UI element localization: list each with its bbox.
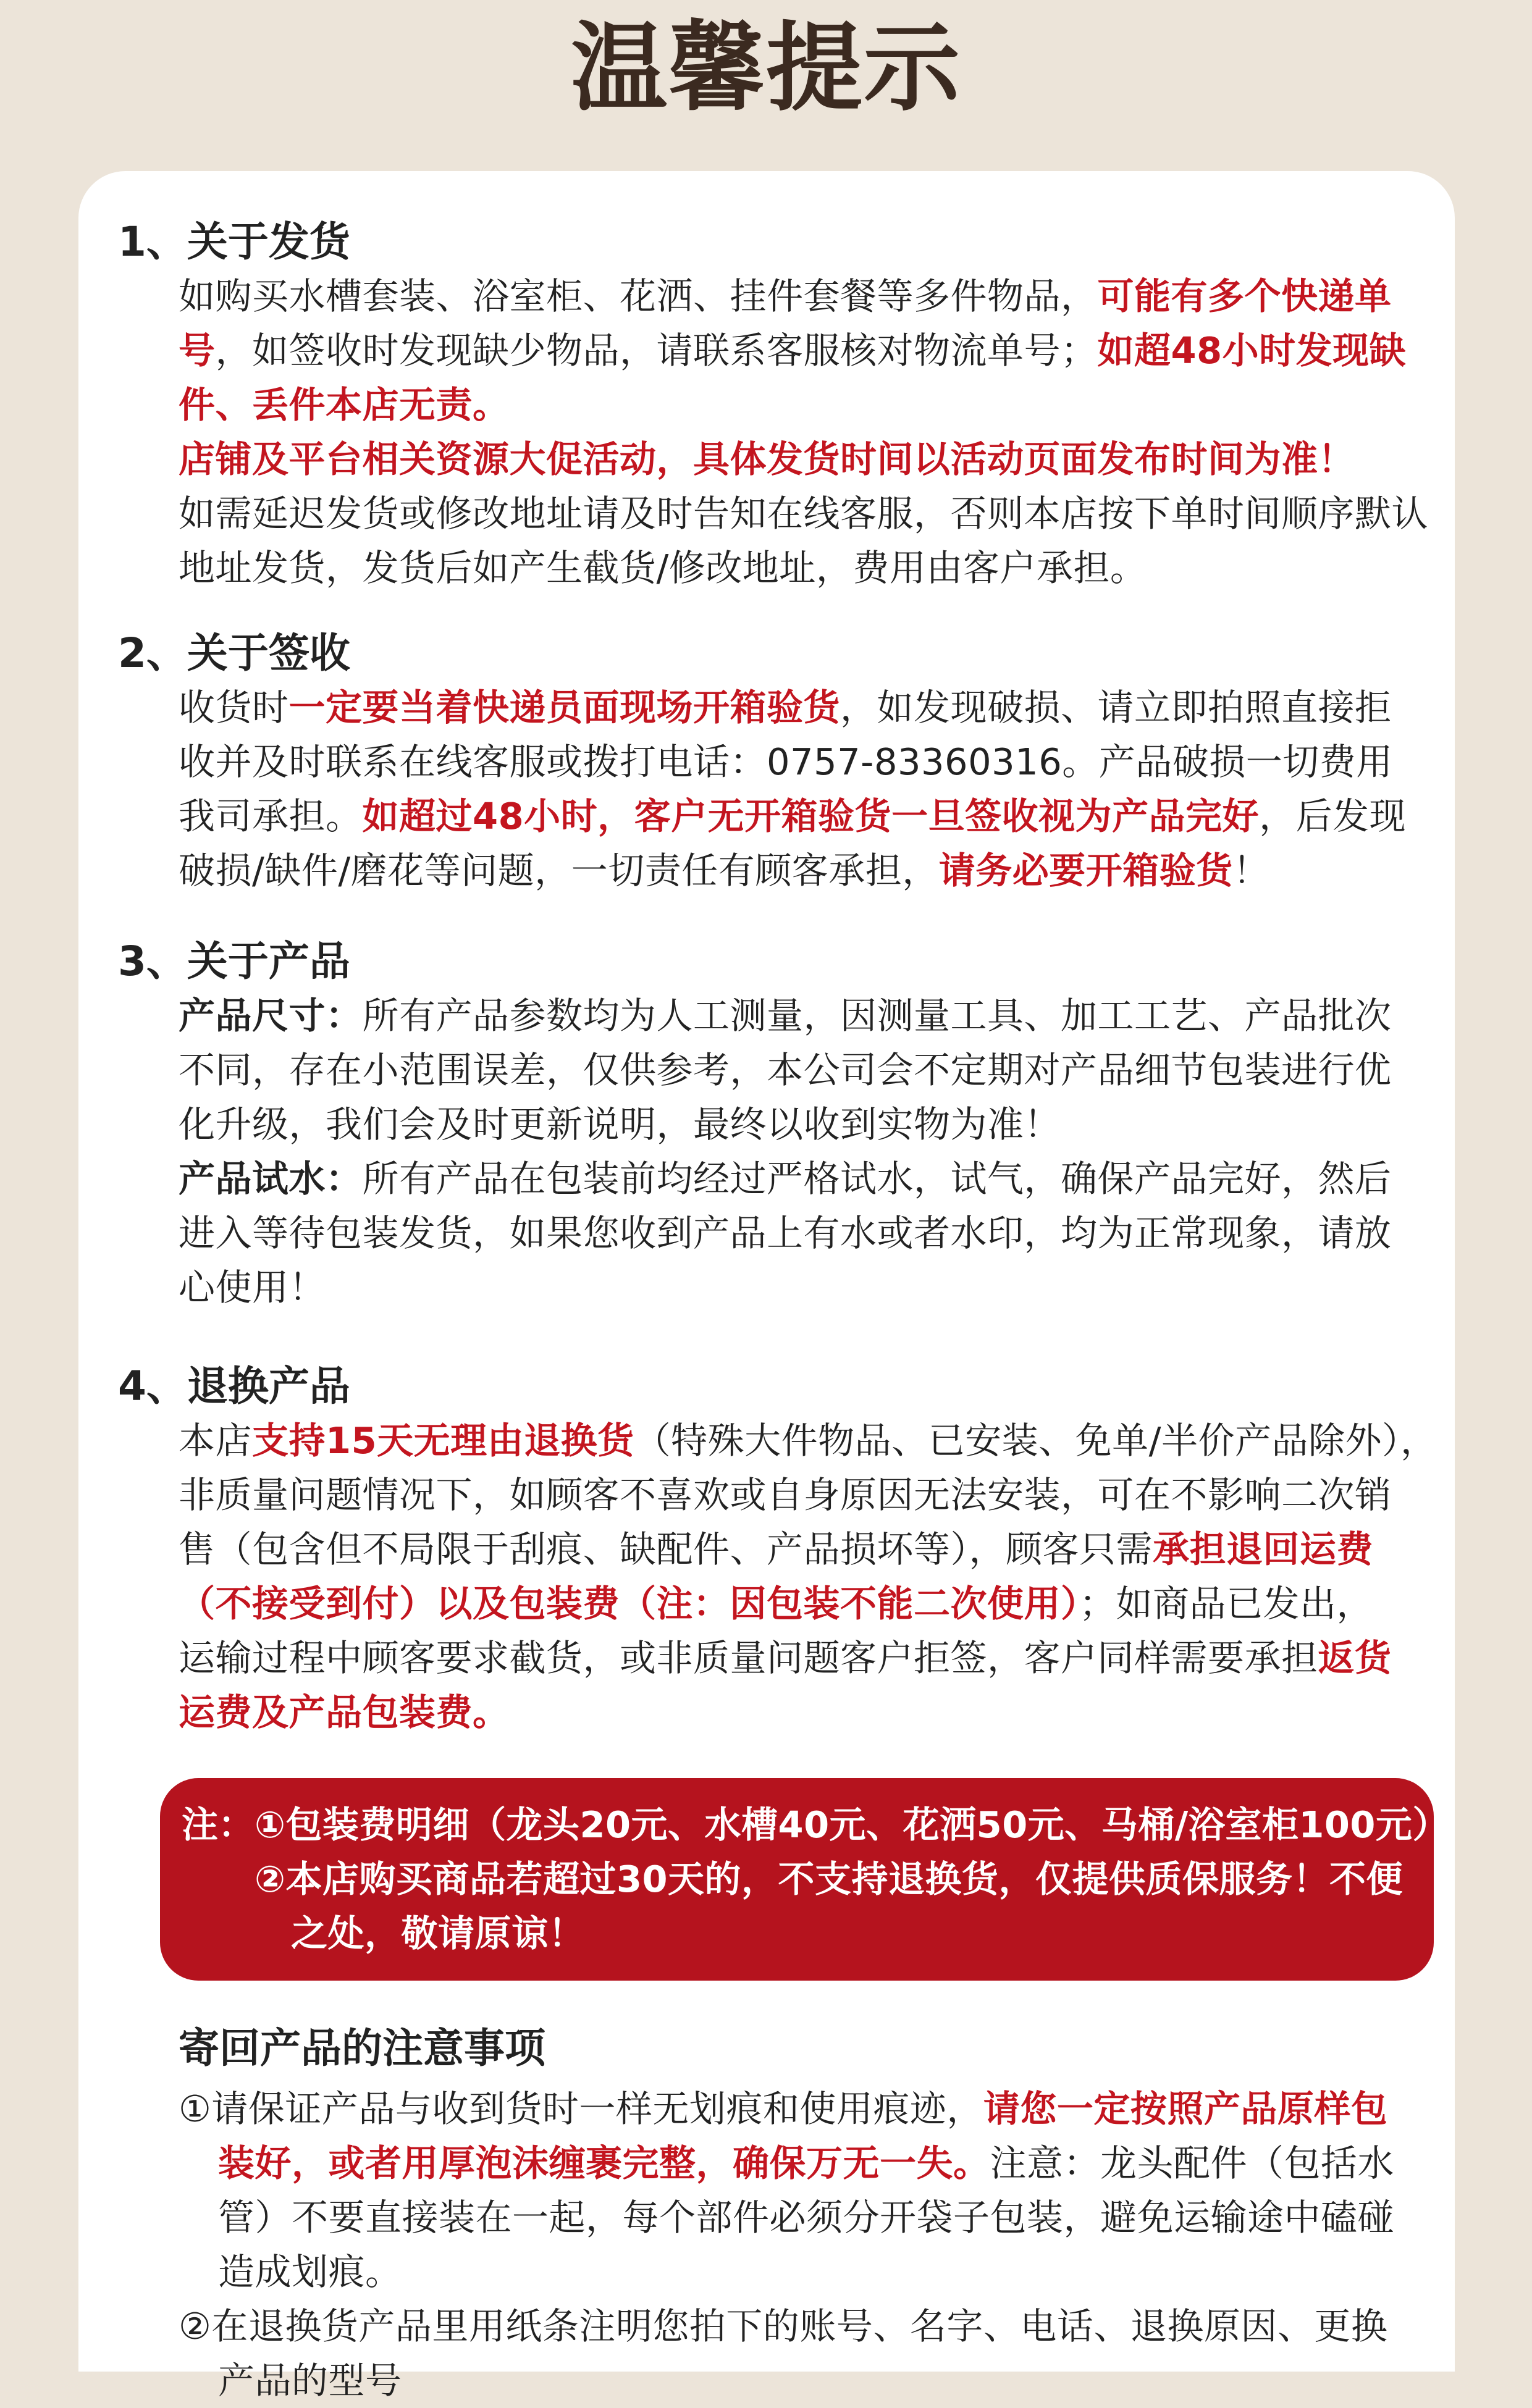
highlighted-text: 店铺及平台相关资源大促活动，具体发货时间以活动页面发布时间为准！ xyxy=(179,438,1355,480)
page-title: 温馨提示 xyxy=(571,12,961,124)
body-text: 本店 xyxy=(179,1419,253,1462)
body-text: ，后发现 xyxy=(1259,795,1407,837)
section-heading: 1、关于发货 xyxy=(118,218,350,266)
section-receipt xyxy=(118,626,1446,898)
bold-label-text: 产品试水： xyxy=(179,1157,363,1200)
body-text: 不同，存在小范围误差，仅供参考，本公司会不定期对产品细节包装进行优 xyxy=(179,1049,1392,1091)
body-text: 进入等待包装发货，如果您收到产品上有水或者水印，均为正常现象，请放 xyxy=(179,1212,1392,1254)
highlighted-text: 支持15天无理由退换货 xyxy=(252,1419,634,1462)
body-text: 我司承担。 xyxy=(179,795,363,837)
body-text: ；如商品已发出， xyxy=(1079,1582,1374,1625)
body-text: 如购买水槽套装、浴室柜、花洒、挂件套餐等多件物品， xyxy=(179,275,1098,317)
body-text: 售（包含但不局限于刮痕、缺配件、产品损坏等），顾客只需 xyxy=(179,1528,1153,1571)
body-text: ，如签收时发现缺少物品，请联系客服核对物流单号； xyxy=(215,329,1098,372)
body-text: 收并及时联系在线客服或拨打电话：0757-83360316。产品破损一切费用 xyxy=(179,740,1393,783)
section-heading: 4、退换产品 xyxy=(118,1362,350,1410)
body-text: 如需延迟发货或修改地址请及时告知在线客服，否则本店按下单时间顺序默认 xyxy=(179,492,1429,535)
text-line xyxy=(179,1522,1446,1577)
text-line xyxy=(179,735,1446,789)
text-line xyxy=(291,1907,1449,1961)
text-line xyxy=(179,269,1446,324)
highlighted-text: 如超过48小时，客户无开箱验货一旦签收视为产品完好 xyxy=(362,795,1260,837)
text-line xyxy=(179,1577,1446,1631)
highlighted-text: 件、丢件本店无责。 xyxy=(179,384,510,426)
text-line xyxy=(179,378,1446,432)
text-line xyxy=(179,1685,1446,1740)
text-line xyxy=(218,2354,1451,2408)
highlighted-text: 装好，或者用厚泡沫缠裹完整，确保万无一失。 xyxy=(218,2142,990,2184)
text-line xyxy=(218,2245,1451,2299)
body-text: 之处，敬请原谅！ xyxy=(291,1912,586,1955)
highlighted-text: 一定要当着快递员面现场开箱验货 xyxy=(288,686,841,729)
body-text: 地址发货，发货后如产生截货/修改地址，费用由客户承担。 xyxy=(179,547,1147,589)
content-card xyxy=(78,171,1455,2402)
text-line xyxy=(179,324,1446,378)
list-item xyxy=(255,1852,1449,1961)
body-text: ②本店购买商品若超过30天的，不支持退换货，仅提供质保服务！不便 xyxy=(255,1858,1404,1900)
text-line xyxy=(218,2191,1451,2245)
text-line xyxy=(179,1152,1446,1206)
body-text: （特殊大件物品、已安装、免单/半价产品除外）， xyxy=(634,1419,1437,1462)
body-text: 化升级，我们会及时更新说明，最终以收到实物为准！ xyxy=(179,1103,1061,1146)
body-text: 所有产品参数均为人工测量，因测量工具、加工工艺、产品批次 xyxy=(362,994,1392,1037)
section-heading: 2、关于签收 xyxy=(118,629,350,677)
body-text: 运输过程中顾客要求截货，或非质量问题客户拒签，客户同样需要承担 xyxy=(179,1637,1318,1679)
text-line xyxy=(179,432,1446,487)
text-line xyxy=(179,2299,1451,2354)
text-line xyxy=(179,1043,1446,1097)
section-body xyxy=(118,1414,1446,1740)
text-line xyxy=(179,541,1446,595)
section-heading: 3、关于产品 xyxy=(118,938,350,985)
body-text: ①包装费明细（龙头20元、水槽40元、花洒50元、马桶/浴室柜100元） xyxy=(255,1803,1449,1846)
highlighted-text: 承担退回运费 xyxy=(1153,1528,1374,1571)
text-line xyxy=(218,2136,1451,2191)
return-notes-heading: 寄回产品的注意事项 xyxy=(179,2024,545,2072)
text-line xyxy=(179,989,1446,1043)
text-line xyxy=(179,487,1446,541)
section-body xyxy=(118,269,1446,595)
text-line xyxy=(179,1097,1446,1152)
notice-label: 注： xyxy=(182,1803,255,1846)
highlighted-text: 请您一定按照产品原样包 xyxy=(983,2087,1388,2130)
highlighted-text: 号 xyxy=(179,329,216,372)
text-line xyxy=(179,1206,1446,1261)
list-item xyxy=(255,1798,1449,1852)
highlighted-text: （不接受到付）以及包装费（注：因包装不能二次使用） xyxy=(179,1582,1080,1625)
body-text: ，如发现破损、请立即拍照直接拒 xyxy=(840,686,1392,729)
body-text: 所有产品在包装前均经过严格试水，试气，确保产品完好，然后 xyxy=(362,1157,1392,1200)
text-line xyxy=(179,789,1446,844)
text-line xyxy=(255,1798,1449,1852)
notice-box xyxy=(160,1778,1449,1981)
body-text: 破损/缺件/磨花等问题，一切责任有顾客承担， xyxy=(179,849,939,892)
body-text: ！ xyxy=(1232,849,1270,892)
section-body xyxy=(118,989,1446,1315)
text-line xyxy=(179,2082,1451,2136)
highlighted-text: 请务必要开箱验货 xyxy=(938,849,1233,892)
text-line xyxy=(179,681,1446,735)
highlighted-text: 运费及产品包装费。 xyxy=(179,1691,510,1734)
highlighted-text: 如超48小时发现缺 xyxy=(1097,329,1407,372)
highlighted-text: 返货 xyxy=(1318,1637,1392,1679)
text-line xyxy=(179,1414,1446,1468)
text-line xyxy=(179,1468,1446,1522)
text-line xyxy=(179,844,1446,898)
body-text: 造成划痕。 xyxy=(218,2251,402,2293)
body-text: 非质量问题情况下，如顾客不喜欢或自身原因无法安装，可在不影响二次销 xyxy=(179,1474,1392,1516)
body-text: 管）不要直接装在一起，每个部件必须分开袋子包装，避免运输途中磕碰 xyxy=(218,2196,1395,2239)
highlighted-text: 可能有多个快递单 xyxy=(1097,275,1392,317)
bold-label-text: 产品尺寸： xyxy=(179,994,363,1037)
text-line xyxy=(255,1852,1449,1907)
body-text: 注意：龙头配件（包括水 xyxy=(990,2142,1395,2184)
section-returns xyxy=(118,1359,1446,1740)
section-shipping xyxy=(118,215,1446,595)
body-text: ①请保证产品与收到货时一样无划痕和使用痕迹， xyxy=(179,2087,983,2130)
body-text: 收货时 xyxy=(179,686,289,729)
list-item xyxy=(179,2082,1451,2299)
text-line xyxy=(179,1631,1446,1685)
body-text: 产品的型号 xyxy=(218,2359,402,2402)
section-body xyxy=(118,681,1446,898)
section-product xyxy=(118,934,1446,1315)
return-notes-items xyxy=(179,2082,1451,2408)
notice-items xyxy=(255,1798,1449,1981)
body-text: 心使用！ xyxy=(179,1266,326,1309)
body-text: ②在退换货产品里用纸条注明您拍下的账号、名字、电话、退换原因、更换 xyxy=(179,2305,1388,2347)
list-item xyxy=(179,2299,1451,2408)
text-line xyxy=(179,1261,1446,1315)
return-notes xyxy=(179,2021,1451,2408)
